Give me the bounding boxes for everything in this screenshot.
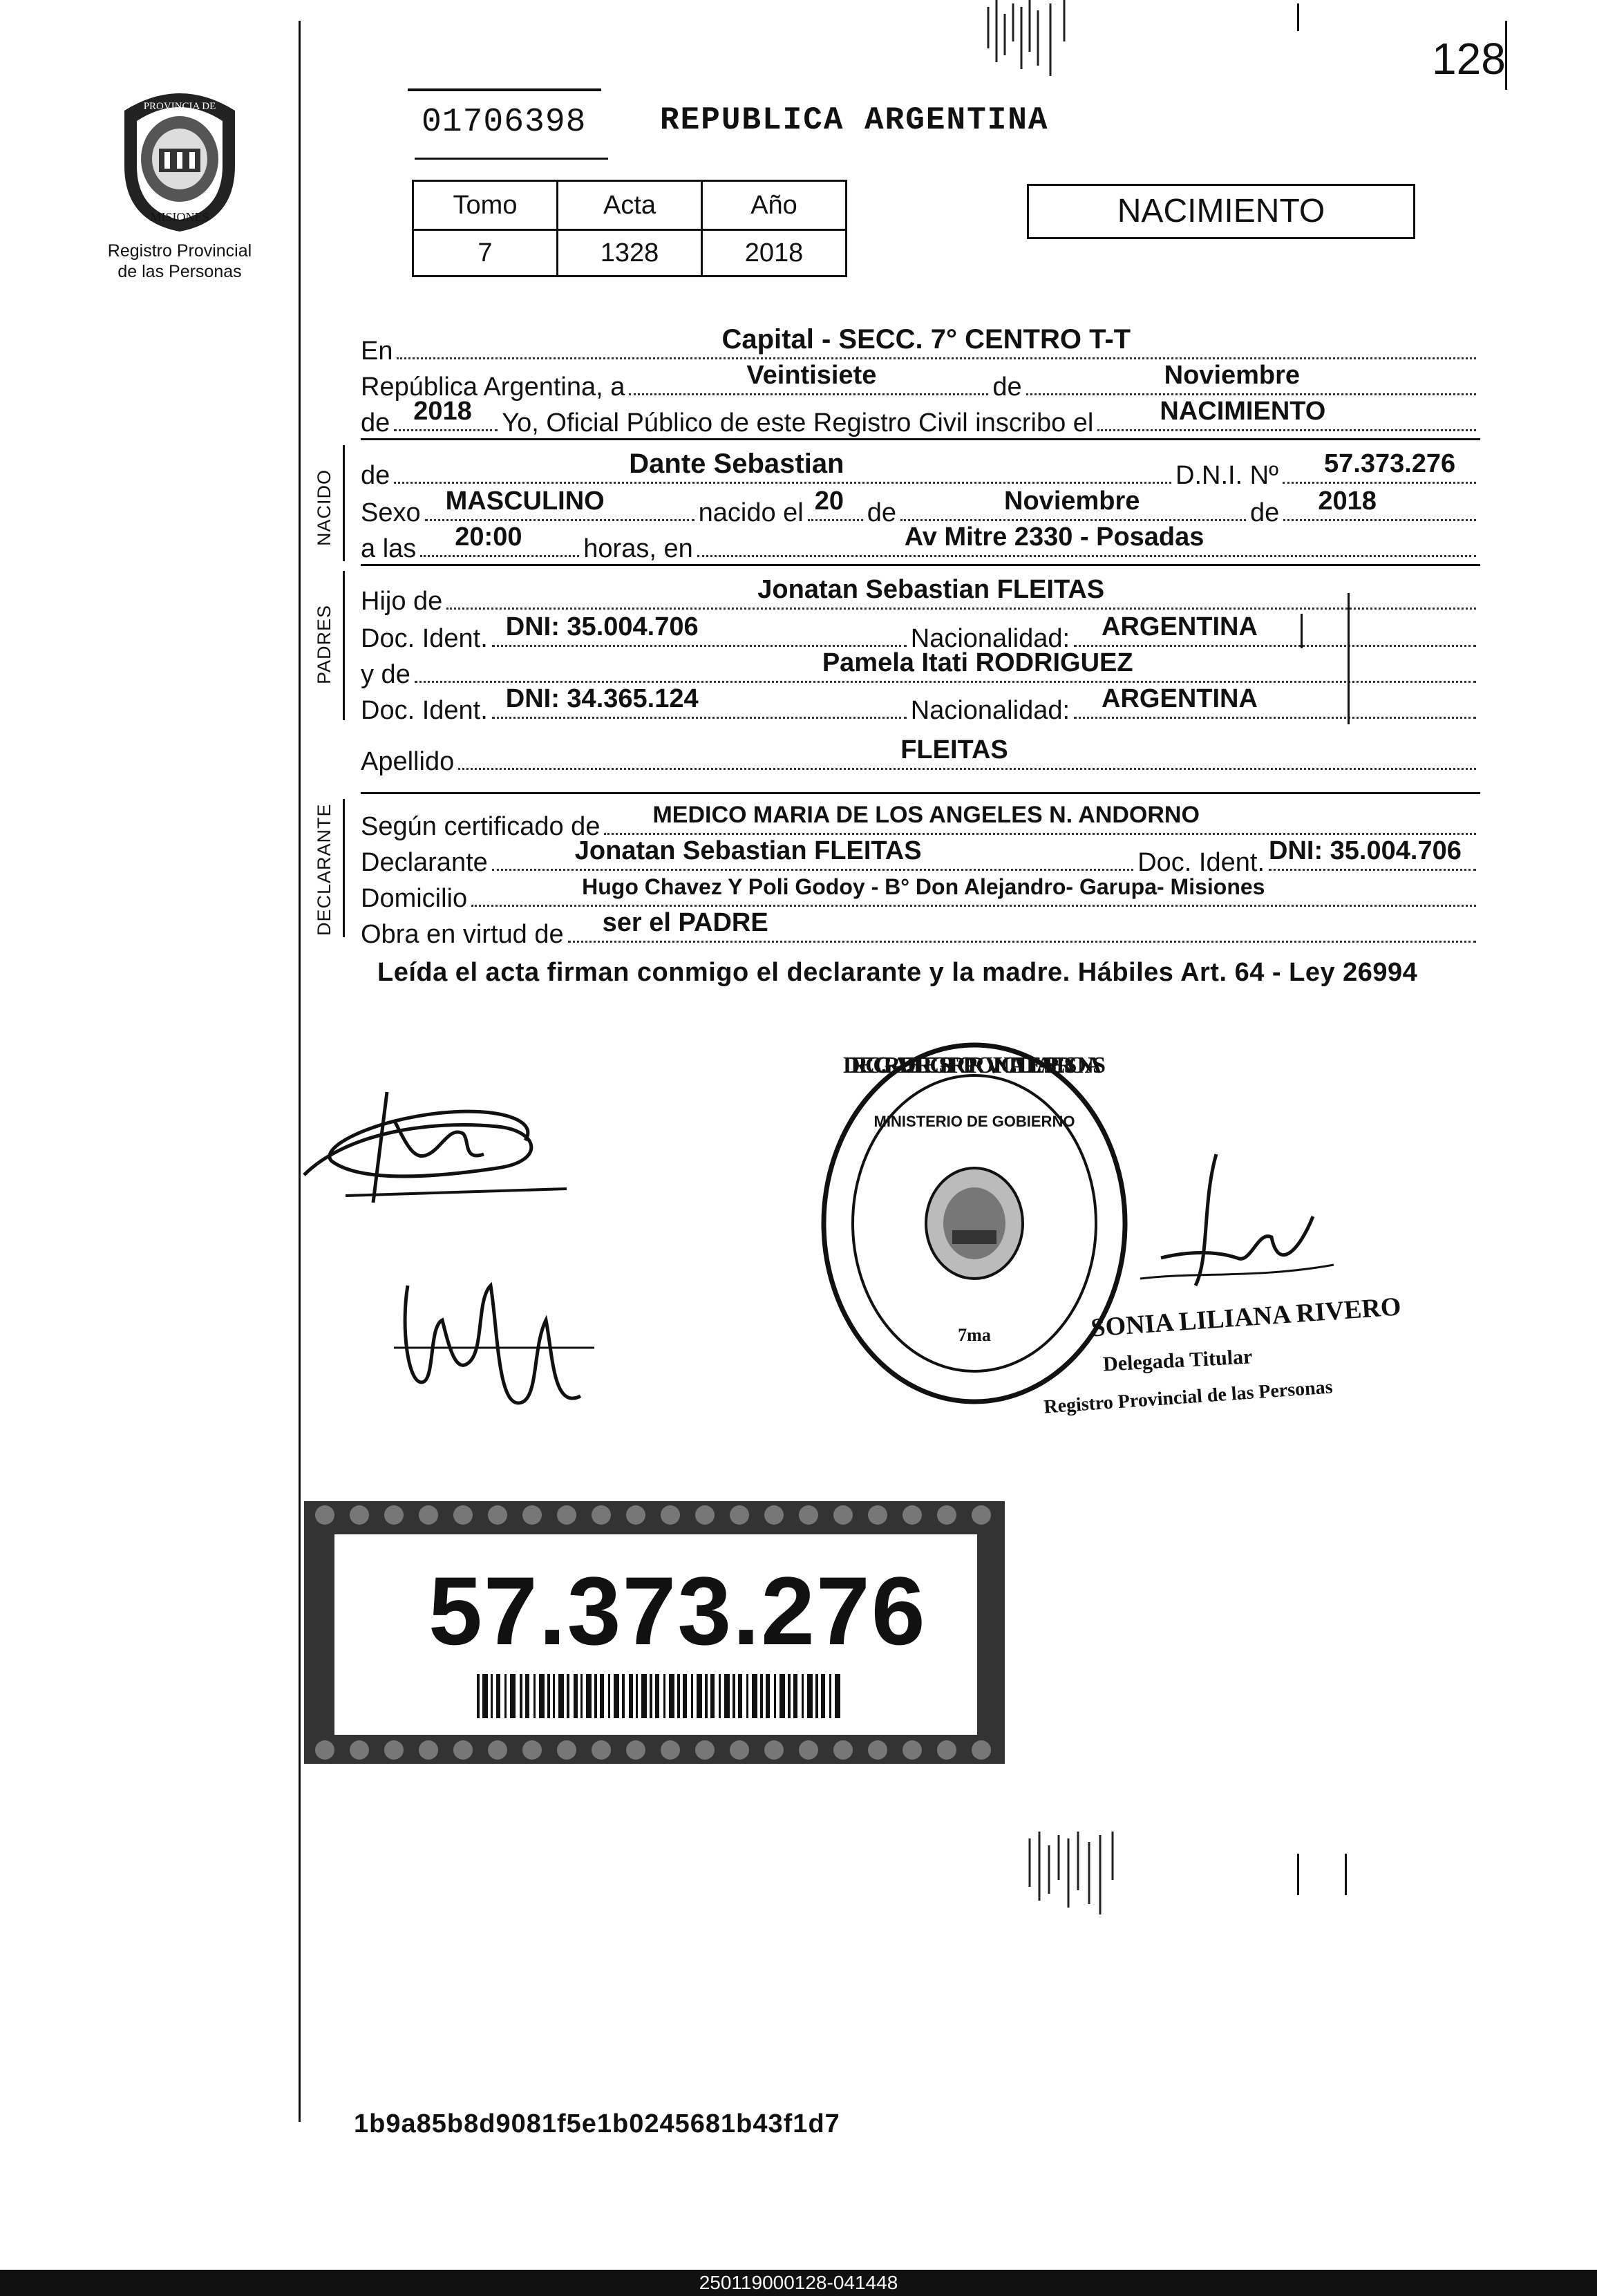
month-value: Noviembre — [1164, 361, 1301, 390]
stamp-inner-text: MINISTERIO DE GOBIERNO — [873, 1113, 1075, 1130]
record-type-box: NACIMIENTO — [1027, 184, 1415, 239]
acta-value: 1328 — [558, 230, 702, 276]
declarante-doc-dots — [1269, 836, 1476, 871]
month-dots — [1026, 361, 1476, 395]
serial-rule-bottom — [415, 158, 608, 160]
declarante-section-label: DECLARANTE — [314, 803, 334, 936]
sexo-value: MASCULINO — [445, 487, 605, 516]
birth-day-dots — [808, 487, 863, 521]
place-value: Av Mitre 2330 - Posadas — [904, 523, 1204, 552]
row-apellido — [361, 735, 1480, 777]
apellido-label: Apellido — [361, 747, 455, 776]
place-dots — [697, 523, 1476, 557]
mother-doc-value: DNI: 34.365.124 — [505, 684, 699, 713]
declarante-doc-label: Doc. Ident. — [1137, 848, 1265, 877]
inscribo-value: NACIMIENTO — [1160, 397, 1326, 426]
registry-caption-line1: Registro Provincial — [107, 241, 252, 261]
father-nat-dots — [1074, 612, 1476, 647]
declarante-value: Jonatan Sebastian FLEITAS — [574, 836, 922, 865]
rule-after-nacido — [361, 564, 1480, 566]
document-hash: 1b9a85b8d9081f5e1b0245681b43f1d7 — [354, 2109, 840, 2138]
obra-label: Obra en virtud de — [361, 920, 564, 949]
mother-nat-value: ARGENTINA — [1102, 684, 1258, 713]
record-table-value-row — [413, 230, 847, 276]
dni-label: D.N.I. Nº — [1175, 461, 1278, 490]
time-dots — [420, 523, 579, 557]
serial-number: 01706398 — [422, 104, 587, 141]
nacido-section-label: NACIDO — [314, 469, 334, 546]
scan-mark-bottom-2 — [1345, 1854, 1347, 1895]
father-doc-dots — [492, 612, 907, 647]
nacido-name-value: Dante Sebastian — [629, 449, 844, 479]
day-value: Veintisiete — [746, 361, 877, 390]
svg-text:PROVINCIA DE: PROVINCIA DE — [143, 101, 216, 112]
official-stamp — [815, 1037, 1133, 1410]
year-dots — [394, 397, 498, 431]
father-dots — [446, 575, 1476, 610]
inscribo-dots — [1097, 397, 1476, 431]
row-obra — [361, 908, 1480, 950]
nacido-de-label: de — [361, 461, 390, 490]
rule-after-header — [361, 438, 1480, 440]
day-dots — [629, 361, 988, 395]
footer-code-bar — [0, 2270, 1597, 2296]
acta-header: Acta — [558, 181, 702, 230]
certificado-dots — [604, 802, 1476, 835]
mother-nat-label: Nacionalidad: — [910, 696, 1070, 725]
sexo-label: Sexo — [361, 498, 421, 527]
de-label: de — [992, 373, 1022, 402]
page-number: 128 — [1432, 34, 1506, 84]
dni-dots — [1283, 449, 1476, 484]
record-table-header-row — [413, 181, 847, 230]
de-year-label: de — [361, 408, 390, 437]
certificado-value: MEDICO MARIA DE LOS ANGELES N. ANDORNO — [652, 802, 1200, 828]
declarante-signature — [290, 1078, 608, 1210]
padres-section-label: PADRES — [314, 604, 334, 684]
mother-doc-dots — [492, 684, 907, 719]
domicilio-dots — [471, 874, 1476, 907]
yo-text: Yo, Oficial Público de este Registro Civil inscribo el — [502, 408, 1094, 437]
father-nat-value: ARGENTINA — [1102, 612, 1258, 641]
stamp-ring-text: DIRECC. GRAL. DEL REGISTRO PROVINCIAL DE LAS PERSONAS — [842, 1053, 1106, 1078]
time-value: 20:00 — [455, 523, 522, 552]
country-title: REPUBLICA ARGENTINA — [660, 102, 1049, 138]
scan-noise-top — [981, 0, 1119, 90]
mother-nat-dots — [1074, 684, 1476, 719]
dni-sticker-number: 57.373.276 — [428, 1556, 927, 1665]
row-inscribo — [361, 397, 1480, 438]
row-hora — [361, 523, 1480, 564]
registry-logo — [111, 83, 249, 238]
scan-mark-bottom-1 — [1297, 1854, 1299, 1895]
declarante-bar — [343, 799, 345, 937]
year-value: 2018 — [413, 397, 472, 426]
sexo-dots — [425, 487, 694, 521]
de-label-2: de — [867, 498, 897, 527]
official-signature — [1133, 1147, 1341, 1313]
left-margin-rule — [299, 21, 301, 2122]
en-value: Capital - SECC. 7° CENTRO T-T — [721, 324, 1131, 355]
footer-code: 250119000128-041448 — [699, 2272, 898, 2293]
nat-column-mark-2 — [1301, 614, 1303, 648]
de-label-3: de — [1250, 498, 1280, 527]
scan-noise-bottom — [1023, 1832, 1175, 1921]
y-de-label: y de — [361, 660, 410, 689]
rule-after-apellido — [361, 792, 1480, 794]
apellido-dots — [458, 735, 1476, 770]
obra-dots — [568, 908, 1476, 943]
declarante-label: Declarante — [361, 848, 488, 877]
certificado-label: Según certificado de — [361, 812, 601, 841]
nat-column-mark-1 — [1348, 593, 1350, 724]
registry-caption — [83, 241, 276, 282]
nacido-dni-value: 57.373.276 — [1324, 449, 1456, 478]
horas-en-label: horas, en — [583, 534, 693, 563]
domicilio-value: Hugo Chavez Y Poli Godoy - B° Don Alejandro- Garupa- Misiones — [582, 874, 1265, 899]
closing-text: Leída el acta firman conmigo el declarante y la madre. Hábiles Art. 64 - Ley 26994 — [377, 958, 1418, 987]
en-dots — [397, 324, 1476, 359]
row-mother-doc — [361, 684, 1480, 726]
declarante-doc-value: DNI: 35.004.706 — [1269, 836, 1462, 865]
mother-value: Pamela Itati RODRIGUEZ — [822, 648, 1133, 677]
father-nat-label: Nacionalidad: — [910, 624, 1070, 653]
birth-day-value: 20 — [814, 487, 844, 516]
tomo-header: Tomo — [413, 181, 558, 230]
birth-month-value: Noviembre — [1004, 487, 1140, 516]
official-title: Delegada Titular — [1102, 1345, 1254, 1376]
en-label: En — [361, 337, 393, 366]
official-name: SONIA LILIANA RIVERO — [1090, 1292, 1402, 1343]
record-table — [412, 180, 847, 277]
republica-label: República Argentina, a — [361, 373, 625, 402]
anio-value: 2018 — [702, 230, 847, 276]
father-doc-value: DNI: 35.004.706 — [505, 612, 699, 641]
hijo-de-label: Hijo de — [361, 587, 443, 616]
mother-signature — [380, 1244, 608, 1451]
declarante-dots — [492, 836, 1133, 871]
row-domicilio — [361, 874, 1480, 914]
domicilio-label: Domicilio — [361, 884, 468, 913]
padres-bar — [343, 571, 345, 720]
mother-doc-label: Doc. Ident. — [361, 696, 488, 725]
birth-year-value: 2018 — [1318, 487, 1377, 516]
svg-text:MISIONES: MISIONES — [150, 210, 209, 224]
name-dots — [394, 449, 1171, 484]
father-doc-label: Doc. Ident. — [361, 624, 488, 653]
birth-month-dots — [900, 487, 1246, 521]
scan-mark-top-1 — [1297, 3, 1299, 31]
serial-rule-top — [408, 88, 601, 91]
row-en — [361, 324, 1480, 366]
tomo-value: 7 — [413, 230, 558, 276]
registry-caption-line2: de las Personas — [117, 262, 242, 281]
nacido-el-label: nacido el — [698, 498, 804, 527]
official-office: Registro Provincial de las Personas — [1043, 1376, 1334, 1418]
father-value: Jonatan Sebastian FLEITAS — [757, 575, 1105, 604]
stamp-bottom-text: 7ma — [958, 1325, 991, 1345]
nacido-bar — [343, 445, 345, 561]
birth-year-dots — [1283, 487, 1476, 521]
anio-header: Año — [702, 181, 847, 230]
obra-value: ser el PADRE — [602, 908, 768, 937]
mother-dots — [415, 648, 1476, 683]
apellido-value: FLEITAS — [900, 735, 1008, 764]
a-las-label: a las — [361, 534, 417, 563]
